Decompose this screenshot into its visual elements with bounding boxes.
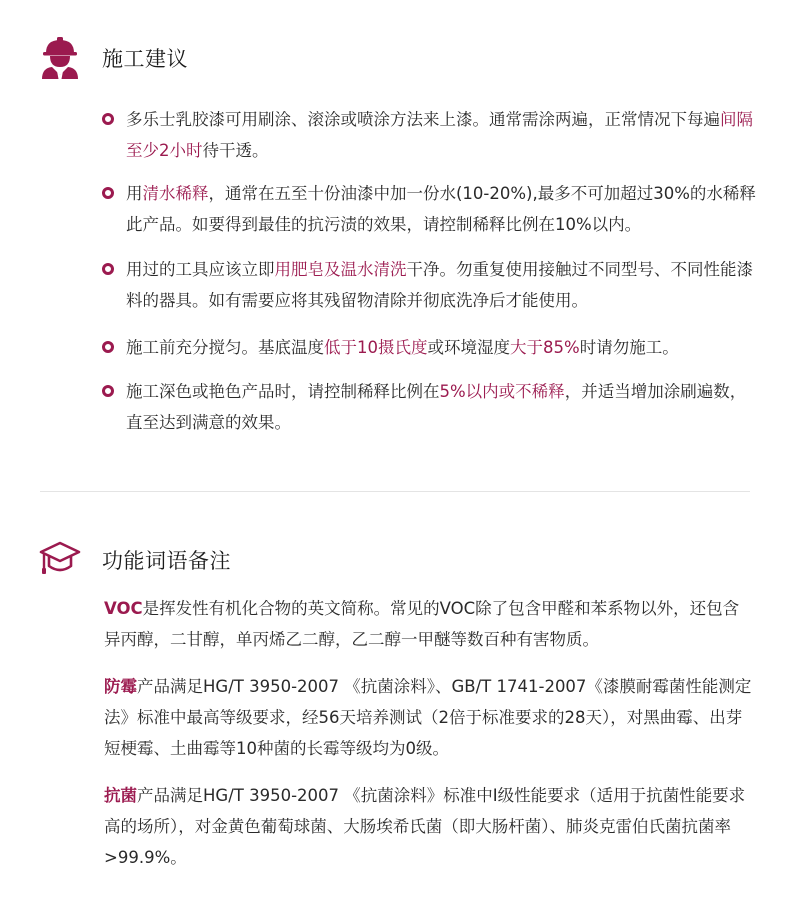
glossary-term: VOC	[104, 599, 143, 618]
item-highlight: 5%以内或不稀释	[439, 382, 565, 401]
bullet-ring-icon	[102, 341, 114, 353]
item-text: 多乐士乳胶漆可用刷涂、滚涂或喷涂方法来上漆。通常需涂两遍，正常情况下每遍	[126, 110, 720, 129]
glossary-definition: 是挥发性有机化合物的英文简称。常见的VOC除了包含甲醛和苯系物以外，还包含异丙醇，二甘醇，单丙烯乙二醇，乙二醇一甲醚等数百种有害物质。	[104, 599, 740, 649]
graduation-cap-icon	[38, 538, 82, 582]
item-text: ，通常在五至十份油漆中加一份水(10-20%),最多不可加超过30%的水稀释此产品。如要得到最佳的抗污渍的效果，请控制稀释比例在10%以内。	[126, 184, 756, 234]
glossary-term: 防霉	[104, 677, 137, 696]
construction-advice-list	[102, 104, 762, 438]
bullet-ring-icon	[102, 263, 114, 275]
section-title: 功能词语备注	[102, 549, 231, 573]
list-item	[102, 254, 762, 316]
item-text: 用	[126, 184, 143, 203]
bullet-ring-icon	[102, 113, 114, 125]
section-title: 施工建议	[102, 47, 188, 71]
list-item	[102, 104, 762, 166]
bullet-ring-icon	[102, 385, 114, 397]
item-highlight: 间隔至少2小时	[126, 110, 753, 160]
item-highlight: 用肥皂及温水清洗	[274, 260, 407, 279]
item-text: 时请勿施工。	[579, 338, 679, 357]
bullet-ring-icon	[102, 187, 114, 199]
list-item	[102, 178, 762, 240]
glossary-item-antibacterial	[104, 780, 754, 873]
list-item	[102, 376, 762, 438]
section-header-construction-advice	[38, 36, 188, 80]
list-item	[102, 332, 762, 363]
item-text: 待干透。	[202, 141, 269, 160]
item-highlight: 低于10摄氏度	[324, 338, 428, 357]
item-text: 干净。勿重复使用接触过不同型号、不同性能漆料的器具。如有需要应将其残留物清除并彻底洗净后才能使用。	[126, 260, 753, 310]
worker-helmet-icon	[38, 36, 82, 80]
item-text: 施工前充分搅匀。基底温度	[126, 338, 324, 357]
item-text: ，并适当增加涂刷遍数，直至达到满意的效果。	[126, 382, 747, 432]
item-highlight: 大于85%	[510, 338, 580, 357]
glossary-definition: 产品满足HG/T 3950-2007 《抗菌涂料》、GB/T 1741-2007《漆膜耐霉菌性能测定法》标准中最高等级要求，经56天培养测试（2倍于标准要求的28天），对黑曲霉、出芽短梗霉、土曲霉等10种菌的长霉等级均为0级。	[104, 677, 752, 758]
item-text: 施工深色或艳色产品时，请控制稀释比例在	[126, 382, 440, 401]
glossary-term: 抗菌	[104, 786, 137, 805]
item-text: 用过的工具应该立即	[126, 260, 275, 279]
glossary-item-voc	[104, 593, 754, 655]
section-header-feature-glossary	[38, 538, 231, 582]
item-highlight: 清水稀释	[142, 184, 209, 203]
glossary-list	[104, 593, 754, 889]
item-text: 或环境湿度	[427, 338, 510, 357]
section-divider	[40, 491, 750, 492]
glossary-item-mildew	[104, 671, 754, 764]
glossary-definition: 产品满足HG/T 3950-2007 《抗菌涂料》标准中I级性能要求（适用于抗菌性能要求高的场所），对金黄色葡萄球菌、大肠埃希氏菌（即大肠杆菌）、肺炎克雷伯氏菌抗菌率>99.9%。	[104, 786, 746, 867]
